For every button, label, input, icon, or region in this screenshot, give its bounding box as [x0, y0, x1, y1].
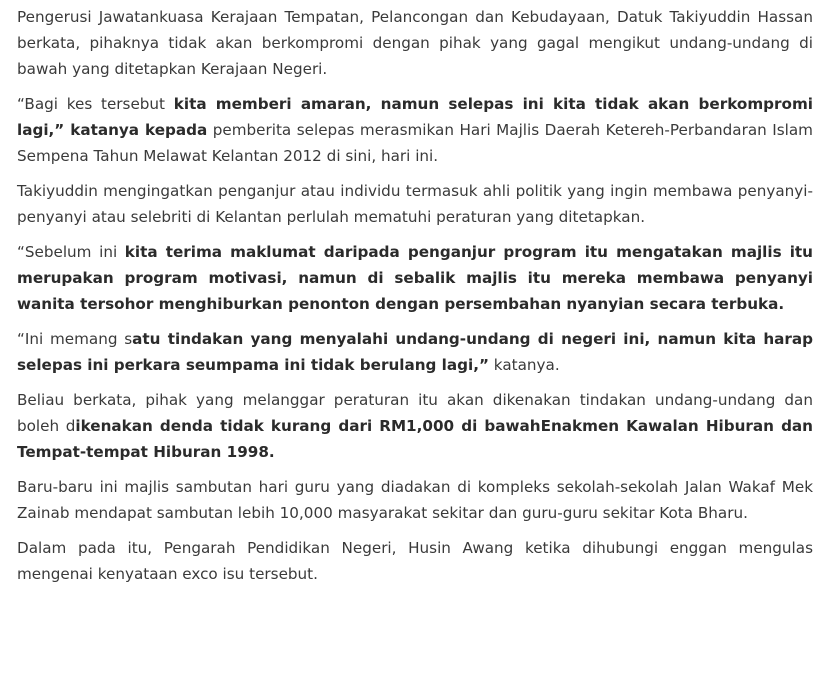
paragraph-text: Takiyuddin mengingatkan penganjur atau individu termasuk ahli politik yang ingin membawa penyanyi-penyanyi atau selebriti di Kelantan perlulah mematuhi peraturan yang ditetapkan. — [17, 182, 813, 226]
paragraph-bold-text: atu tindakan yang menyalahi undang-undang di negeri ini, namun kita harap selepas ini perkara seumpama ini tidak berulang lagi,” — [17, 330, 813, 374]
paragraph-text: katanya. — [488, 356, 560, 374]
paragraph-text: Beliau berkata, pihak yang melanggar peraturan itu akan dikenakan tindakan undang-undang dan boleh d — [17, 391, 813, 435]
paragraph-text: Baru-baru ini majlis sambutan hari guru yang diadakan di kompleks sekolah-sekolah Jalan Wakaf Mek Zainab mendapat sambutan lebih 10,000 masyarakat sekitar dan guru-guru sekitar Kota Bharu. — [17, 478, 813, 522]
paragraph-bold-text: ikenakan denda tidak kurang dari RM1,000 di bawahEnakmen Kawalan Hiburan dan Tempat-tempat Hiburan 1998. — [17, 417, 813, 461]
paragraph-text: “Sebelum ini — [17, 243, 125, 261]
paragraph-text: “Ini memang s — [17, 330, 133, 348]
paragraph-text: pemberita selepas merasmikan Hari Majlis Daerah Ketereh-Perbandaran Islam Sempena Tahun Melawat Kelantan 2012 di sini, hari ini. — [17, 121, 813, 165]
paragraph-bold-text: kita memberi amaran, namun selepas ini kita tidak akan berkompromi lagi,” katanya kepada — [17, 95, 813, 139]
paragraph-5 — [17, 326, 813, 378]
paragraph-text: Pengerusi Jawatankuasa Kerajaan Tempatan, Pelancongan dan Kebudayaan, Datuk Takiyuddin Hassan berkata, pihaknya tidak akan berkompromi dengan pihak yang gagal mengikut undang-undang di bawah yang ditetapkan Kerajaan Negeri. — [17, 8, 813, 78]
paragraph-4 — [17, 239, 813, 317]
paragraph-1 — [17, 4, 813, 82]
paragraph-text: Dalam pada itu, Pengarah Pendidikan Negeri, Husin Awang ketika dihubungi enggan mengulas mengenai kenyataan exco isu tersebut. — [17, 539, 813, 583]
paragraph-2 — [17, 91, 813, 169]
paragraph-text: “Bagi kes tersebut — [17, 95, 174, 113]
paragraph-8 — [17, 535, 813, 587]
paragraph-6 — [17, 387, 813, 465]
paragraph-3 — [17, 178, 813, 230]
paragraph-bold-text: kita terima maklumat daripada penganjur program itu mengatakan majlis itu merupakan program motivasi, namun di sebalik majlis itu mereka membawa penyanyi wanita tersohor menghiburkan penonton dengan persembahan nyanyian secara terbuka. — [17, 243, 813, 313]
paragraph-7 — [17, 474, 813, 526]
